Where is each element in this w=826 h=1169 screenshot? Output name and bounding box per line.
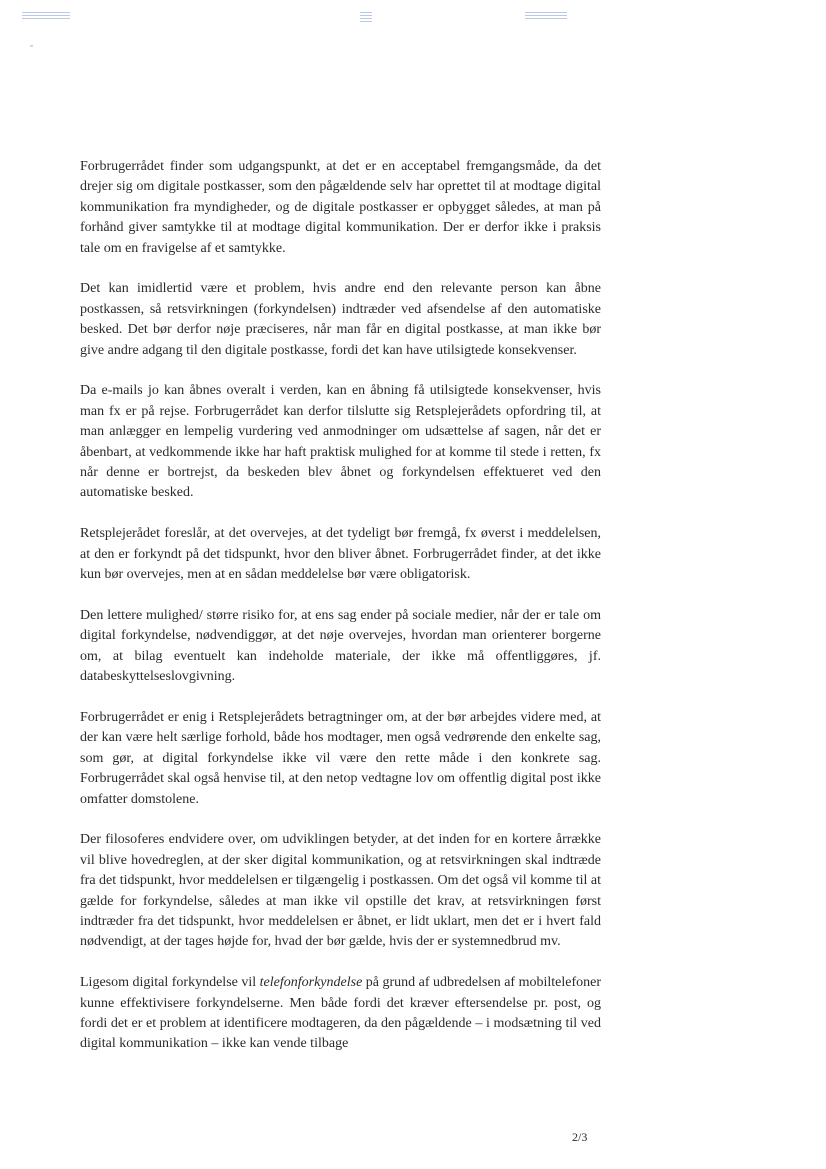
paragraph-text: på grund af udbredelsen af mobiltelefoner kunne effektivisere forkyndelserne. Men både fordi det kræver eftersendelse pr. post, og fordi det er et problem at identificere modtageren, da den pågældende – i modsætning til ved digital kommunikation – ikke kan vende tilbage [80, 975, 601, 1052]
paragraph [80, 973, 601, 1055]
paragraph: Forbrugerrådet finder som udgangspunkt, at det er en acceptabel fremgangsmåde, da det drejer sig om digitale postkasser, som den pågældende selv har oprettet til at modtage digital kommunikation fra myndigheder, og de digitale postkasser er opbygget således, at man på forhånd giver samtykke til at modtage digital kommunikation. Der er derfor ikke i praksis tale om en fravigelse af et samtykke. [80, 159, 601, 256]
emphasized-term: telefonforkyndelse [259, 975, 363, 991]
paragraph: Den lettere mulighed/ større risiko for, at ens sag ender på sociale medier, når der er tale om digital forkyndelse, nødvendiggør, at det nøje overvejes, hvordan man orienterer borgerne om, at bilag eventuelt kan indeholde materiale, der ikke må offentliggøres, jf. databeskyttelseslovgivning. [80, 607, 601, 685]
scan-artifact [22, 12, 70, 26]
paragraph: Der filosoferes endvidere over, om udviklingen betyder, at det inden for en kortere årrække vil blive hovedreglen, at der sker digital kommunikation, og at retsvirkningen skal indtræde fra det tidspunkt, hvor meddelelsen er tilgængelig i postkassen. Om det også vil komme til at gælde for forkyndelse, således at man ikke vil opstille det krav, at retsvirkningen først indtræder fra det tidspunkt, hvor meddelelsen er åbnet, er lidt uklart, men det er i hvert fald nødvendigt, at der tages højde for, hvad der bør gælde, hvis der er systemnedbrud mv. [80, 832, 601, 950]
scan-artifact [525, 12, 567, 26]
paragraph: Forbrugerrådet er enig i Retsplejerådets betragtninger om, at der bør arbejdes videre med, at der kan være helt særlige forhold, både hos modtager, men også vedrørende den enkelte sag, som gør, at digital forkyndelse ikke vil være den rette måde i den konkrete sag. Forbrugerrådet skal også henvise til, at den netop vedtagne lov om offentlig digital post ikke omfatter domstolene. [80, 709, 601, 807]
paragraph: Det kan imidlertid være et problem, hvis andre end den relevante person kan åbne postkassen, så retsvirkningen (forkyndelsen) indtræder ved afsendelse af den automatiske besked. Det bør derfor nøje præciseres, når man får en digital postkasse, at man ikke bør give andre adgang til den digitale postkasse, fordi det kan have utilsigtede konsekvenser. [80, 281, 601, 358]
paragraph: Retsplejerådet foreslår, at det overvejes, at det tydeligt bør fremgå, fx øverst i meddelelsen, at den er forkyndt på det tidspunkt, hvor den bliver åbnet. Forbrugerrådet finder, at det ikke kun bør overvejes, men at en sådan meddelelse bør være obligatorisk. [80, 526, 601, 583]
scan-artifact [360, 12, 372, 26]
scan-speck [30, 45, 33, 47]
document-body [80, 157, 601, 1055]
paragraph-text: Ligesom digital forkyndelse vil [80, 975, 260, 991]
page-number: 2/3 [572, 1130, 588, 1144]
paragraph: Da e-mails jo kan åbnes overalt i verden, kan en åbning få utilsigtede konsekvenser, hvis man fx er på rejse. Forbrugerrådet kan derfor tilslutte sig Retsplejerådets opfordring til, at man anlægger en lempelig vurdering ved anmodninger om udsættelse af sagen, når det er åbenbart, at vedkommende ikke har haft praktisk mulighed for at komme til stede i retten, fx når denne er bortrejst, da beskeden blev åbnet og forkyndelsen effektueret ved den automatiske besked. [80, 383, 601, 501]
